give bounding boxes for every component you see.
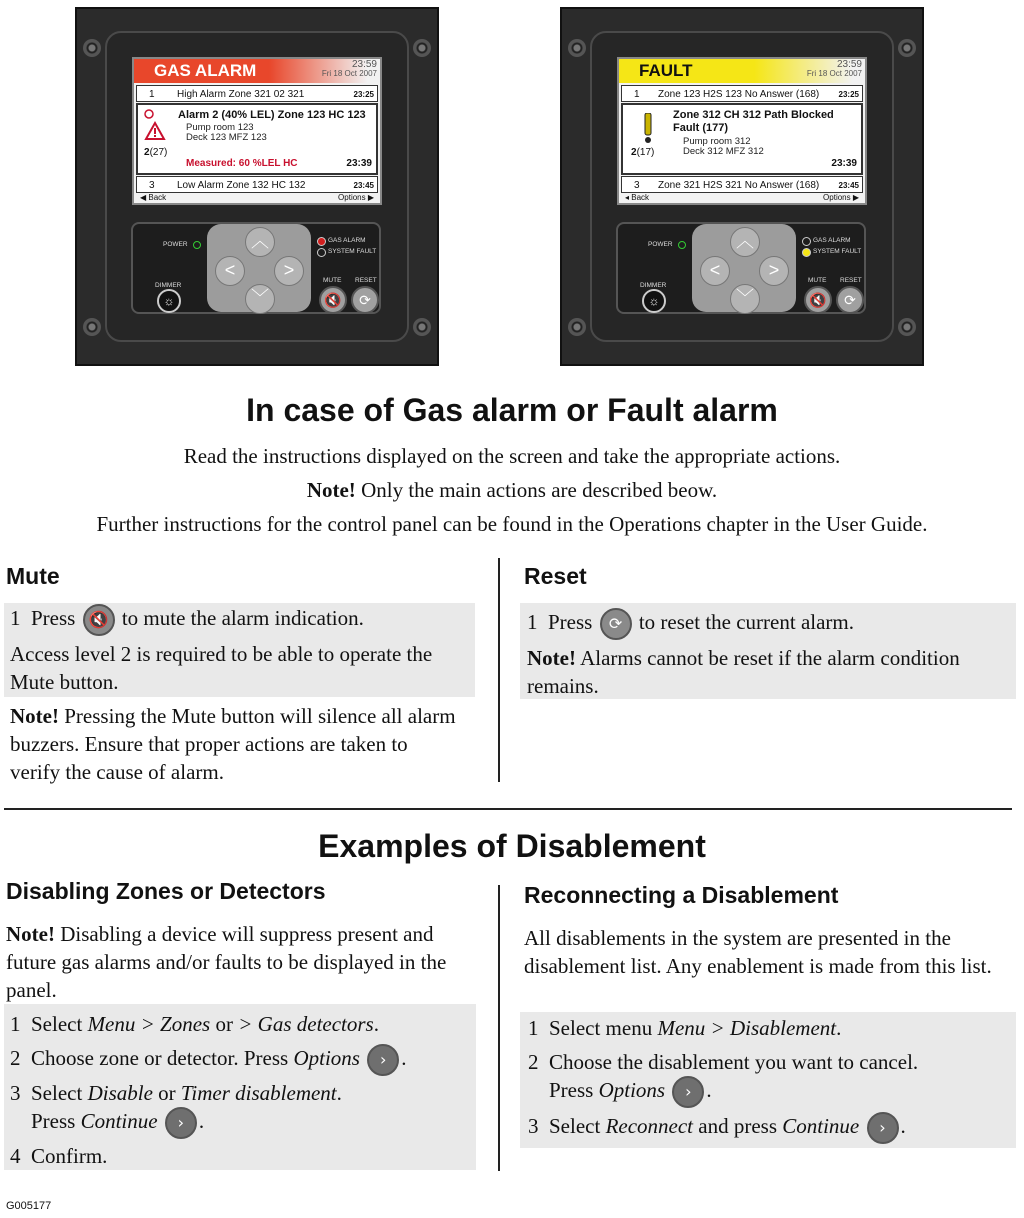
system-fault-label: SYSTEM FAULT xyxy=(328,248,377,255)
mute-label: MUTE xyxy=(323,277,342,284)
system-fault-led-icon xyxy=(317,248,326,257)
row-text: Zone 123 H2S 123 No Answer (168) xyxy=(658,89,820,100)
reset-icon: ⟳ xyxy=(600,608,632,640)
detail-deck: Deck 312 MFZ 312 xyxy=(683,146,764,157)
mute-note xyxy=(10,702,460,786)
count-number: 2 xyxy=(631,147,637,158)
count-total: (27) xyxy=(149,147,168,158)
step-text: Choose the disablement you want to cancel. xyxy=(549,1050,919,1074)
option-name: Reconnect xyxy=(605,1114,694,1138)
note-label: Note! xyxy=(306,478,356,502)
alarm-detail xyxy=(136,103,378,175)
screw-icon xyxy=(898,318,916,336)
detail-time: 23:39 xyxy=(346,158,372,169)
screen-clock xyxy=(322,60,377,78)
note-text: Disabling a device will suppress present and future gas alarms and/or faults to be displayed in the panel. xyxy=(6,922,447,1002)
menu-path: Menu > Disablement xyxy=(657,1016,837,1040)
gas-alarm-label: GAS ALARM xyxy=(328,237,366,244)
step-text: . xyxy=(336,1081,342,1105)
gas-alarm-led-icon xyxy=(317,237,326,246)
step-number: 1 xyxy=(528,1016,539,1040)
detail-location: Pump room 123 xyxy=(186,122,254,133)
mute-button[interactable]: 🔇 xyxy=(319,286,347,314)
screen-title: GAS ALARM xyxy=(154,61,257,80)
step-text: Select xyxy=(31,1081,88,1105)
step-text: . xyxy=(836,1016,842,1040)
clock-time: 23:59 xyxy=(836,59,862,70)
note-label: Note! xyxy=(6,922,55,946)
power-label: POWER xyxy=(163,241,188,248)
reset-button[interactable]: ⟳ xyxy=(351,286,379,314)
disablement-title: Examples of Disablement xyxy=(318,828,706,864)
control-keypad xyxy=(616,222,866,314)
power-led-icon xyxy=(678,241,686,249)
arrow-up-button[interactable]: ︿ xyxy=(245,227,275,257)
step-text: Choose zone or detector. Press xyxy=(31,1046,294,1070)
control-keypad xyxy=(131,222,381,314)
step-text: Press xyxy=(548,610,593,634)
intro-line: Further instructions for the control panel can be found in the Operations chapter in the User Guide. xyxy=(96,512,928,536)
disabling-heading: Disabling Zones or Detectors xyxy=(6,878,326,904)
screw-icon xyxy=(413,318,431,336)
fault-list-row[interactable] xyxy=(621,85,863,102)
disabling-step-continued: Press Continue › . xyxy=(31,1107,204,1139)
row-time: 23:25 xyxy=(838,90,859,99)
reset-note xyxy=(527,644,1012,700)
system-fault-label: SYSTEM FAULT xyxy=(813,248,862,255)
clock-time: 23:59 xyxy=(351,59,377,70)
reconnecting-text: All disablements in the system are presented in the disablement list. Any enablement is made from this list. xyxy=(524,926,992,978)
arrow-up-button[interactable]: ︿ xyxy=(730,227,760,257)
step-text: Press xyxy=(31,606,76,630)
screen-footer xyxy=(136,192,378,203)
step-number: 2 xyxy=(528,1050,539,1074)
arrow-right-button[interactable]: > xyxy=(274,256,304,286)
back-softkey[interactable]: ◂ Back xyxy=(625,193,650,202)
note-label: Note! xyxy=(527,646,576,670)
fault-detail xyxy=(621,103,863,175)
softkey-name: Options xyxy=(293,1046,360,1070)
row-number: 3 xyxy=(149,180,155,191)
mute-icon: 🔇 xyxy=(83,604,115,636)
step-text: to reset the current alarm. xyxy=(638,610,854,634)
softkey-name: Continue xyxy=(782,1114,860,1138)
row-number: 3 xyxy=(634,180,640,191)
step-text: or xyxy=(152,1081,181,1105)
dimmer-button[interactable]: ☼ xyxy=(642,289,666,313)
gas-alarm-panel xyxy=(75,7,439,366)
note-text: Only the main actions are described beow. xyxy=(355,478,718,502)
power-led-icon xyxy=(193,241,201,249)
step-text: Press xyxy=(549,1078,599,1102)
page-title: In case of Gas alarm or Fault alarm xyxy=(246,392,778,428)
arrow-left-button[interactable]: < xyxy=(700,256,730,286)
menu-path: > Gas detectors xyxy=(238,1012,374,1036)
detail-title-line2: Fault (177) xyxy=(673,122,729,134)
step-text: Confirm. xyxy=(31,1144,108,1168)
step-text: Select menu xyxy=(549,1016,658,1040)
intro-line: Read the instructions displayed on the screen and take the appropriate actions. xyxy=(183,444,841,468)
step-number: 3 xyxy=(10,1081,21,1105)
step-number: 2 xyxy=(10,1046,21,1070)
reconnecting-step xyxy=(528,1112,906,1144)
screen-footer xyxy=(621,192,863,203)
column-divider xyxy=(498,885,500,1171)
column-divider xyxy=(498,558,500,782)
screen-clock xyxy=(807,60,862,78)
option-name: Disable xyxy=(87,1081,153,1105)
count-number: 2 xyxy=(144,147,150,158)
gas-alarm-screen xyxy=(132,57,382,205)
row-time: 23:45 xyxy=(838,181,859,190)
note-text: Alarms cannot be reset if the alarm condition remains. xyxy=(527,646,960,698)
step-text: to mute the alarm indication. xyxy=(121,606,364,630)
chevron-right-icon: › xyxy=(672,1076,704,1108)
navigation-pad xyxy=(207,224,311,312)
row-time: 23:45 xyxy=(353,181,374,190)
power-label: POWER xyxy=(648,241,673,248)
dimmer-button[interactable]: ☼ xyxy=(157,289,181,313)
alarm-count xyxy=(144,147,167,158)
options-softkey[interactable]: Options ▶ xyxy=(338,193,374,202)
section-divider xyxy=(4,808,1012,810)
screw-icon xyxy=(83,318,101,336)
chevron-right-icon: › xyxy=(867,1112,899,1144)
options-label: Options xyxy=(338,193,366,202)
clock-date: Fri 18 Oct 2007 xyxy=(806,69,862,78)
arrow-down-button[interactable]: ﹀ xyxy=(245,284,275,314)
dimmer-label: DIMMER xyxy=(640,282,667,289)
measured-value: Measured: 60 %LEL HC xyxy=(186,158,298,169)
step-text: or xyxy=(210,1012,239,1036)
disabling-step xyxy=(10,1079,342,1107)
step-number: 3 xyxy=(528,1114,539,1138)
option-name: Timer disablement xyxy=(180,1081,337,1105)
note-text: Pressing the Mute button will silence all alarm buzzers. Ensure that proper actions are taken to verify the cause of alarm. xyxy=(10,704,456,784)
reconnecting-heading: Reconnecting a Disablement xyxy=(524,882,839,908)
fault-screen xyxy=(617,57,867,205)
softkey-name: Continue xyxy=(80,1109,158,1133)
navigation-pad xyxy=(692,224,796,312)
back-softkey[interactable]: ◀ Back xyxy=(140,193,167,202)
row-time: 23:25 xyxy=(353,90,374,99)
count-total: (17) xyxy=(636,147,655,158)
options-softkey[interactable]: Options ▶ xyxy=(823,193,859,202)
step-text: and press xyxy=(693,1114,783,1138)
reset-label: RESET xyxy=(355,277,377,284)
dimmer-label: DIMMER xyxy=(155,282,182,289)
screw-icon xyxy=(83,39,101,57)
fault-count xyxy=(631,147,654,158)
detail-location: Pump room 312 xyxy=(683,136,751,147)
gas-alarm-label: GAS ALARM xyxy=(813,237,851,244)
step-number: 1 xyxy=(527,610,538,634)
clock-date: Fri 18 Oct 2007 xyxy=(321,69,377,78)
screen-header xyxy=(134,59,380,83)
row-text: Zone 321 H2S 321 No Answer (168) xyxy=(658,180,820,191)
mute-heading: Mute xyxy=(6,563,60,589)
step-text: . xyxy=(900,1114,906,1138)
step-text: . xyxy=(373,1012,379,1036)
reset-button[interactable]: ⟳ xyxy=(836,286,864,314)
arrow-left-button[interactable]: < xyxy=(215,256,245,286)
alarm-warning-icon xyxy=(144,109,166,143)
step-text: Select xyxy=(31,1012,88,1036)
disabling-step: 2 Choose zone or detector. Press Options › . xyxy=(10,1044,406,1076)
chevron-right-icon: › xyxy=(165,1107,197,1139)
reset-heading: Reset xyxy=(524,563,587,589)
reconnecting-step-continued: Press Options › . xyxy=(549,1076,712,1108)
fault-exclamation-icon xyxy=(643,113,653,145)
row-number: 1 xyxy=(634,89,640,100)
screw-icon xyxy=(898,39,916,57)
reset-label: RESET xyxy=(840,277,862,284)
chevron-right-icon: › xyxy=(367,1044,399,1076)
mute-label: MUTE xyxy=(808,277,827,284)
disabling-note xyxy=(6,920,486,1004)
step-text: Press xyxy=(31,1109,81,1133)
row-text: Low Alarm Zone 132 HC 132 xyxy=(177,180,306,191)
step-text: Select xyxy=(549,1114,606,1138)
screw-icon xyxy=(413,39,431,57)
back-label: Back xyxy=(631,193,650,202)
detail-title-line1: Zone 312 CH 312 Path Blocked xyxy=(673,109,834,121)
screw-icon xyxy=(568,318,586,336)
screw-icon xyxy=(568,39,586,57)
detail-time: 23:39 xyxy=(831,158,857,169)
document-id: G005177 xyxy=(6,1200,52,1212)
screen-header xyxy=(619,59,865,83)
arrow-right-button[interactable]: > xyxy=(759,256,789,286)
disabling-step xyxy=(10,1142,107,1170)
alarm-list-row[interactable] xyxy=(136,176,378,193)
reset-step xyxy=(527,608,1007,640)
step-number: 1 xyxy=(10,1012,21,1036)
gas-alarm-led-icon xyxy=(802,237,811,246)
reconnecting-step xyxy=(528,1048,918,1076)
note-label: Note! xyxy=(10,704,59,728)
screen-title: FAULT xyxy=(639,61,693,80)
step-number: 1 xyxy=(10,606,21,630)
fault-list-row[interactable] xyxy=(621,176,863,193)
softkey-name: Options xyxy=(598,1078,666,1102)
row-text: High Alarm Zone 321 02 321 xyxy=(177,89,305,100)
options-label: Options xyxy=(823,193,851,202)
arrow-down-button[interactable]: ﹀ xyxy=(730,284,760,314)
detail-title xyxy=(673,109,834,135)
disabling-step xyxy=(10,1010,379,1038)
detail-deck: Deck 123 MFZ 123 xyxy=(186,132,267,143)
step-number: 4 xyxy=(10,1144,21,1168)
fault-panel xyxy=(560,7,924,366)
mute-button[interactable]: 🔇 xyxy=(804,286,832,314)
detail-title: Alarm 2 (40% LEL) Zone 123 HC 123 xyxy=(178,109,366,121)
reconnecting-step xyxy=(528,1014,841,1042)
row-number: 1 xyxy=(149,89,155,100)
alarm-list-row[interactable] xyxy=(136,85,378,102)
mute-access-text: Access level 2 is required to be able to operate the Mute button. xyxy=(10,642,433,694)
menu-path: Menu > Zones xyxy=(87,1012,211,1036)
system-fault-led-icon xyxy=(802,248,811,257)
back-label: Back xyxy=(148,193,167,202)
intro-note xyxy=(0,478,1024,503)
mute-step xyxy=(10,604,470,636)
